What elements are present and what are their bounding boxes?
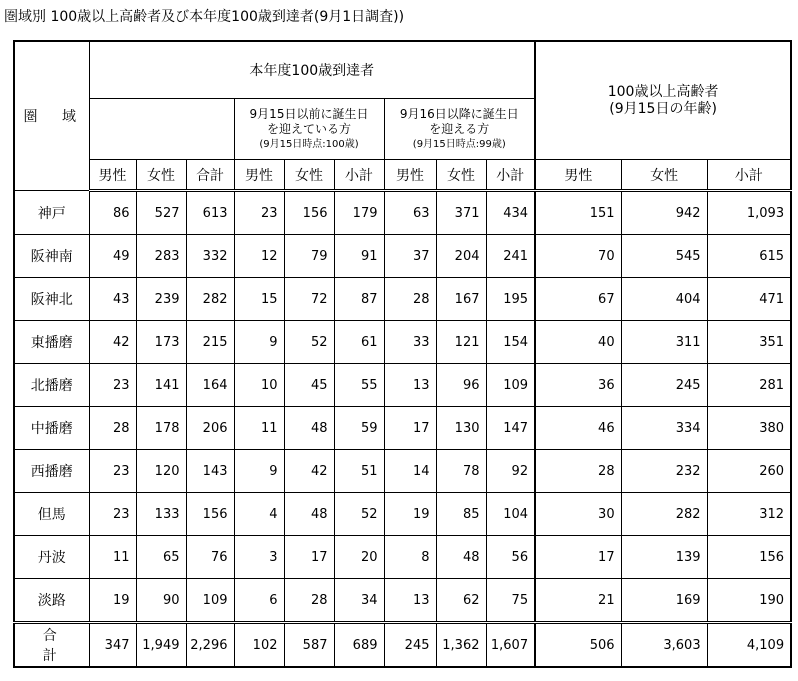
table-cell: 215 [186, 321, 234, 364]
table-cell: 28 [384, 278, 436, 321]
table-row [14, 536, 791, 579]
total-row [14, 623, 791, 668]
table-cell: 63 [384, 191, 436, 235]
table-cell: 6 [234, 579, 284, 623]
table-cell: 3 [234, 536, 284, 579]
table-cell: 334 [621, 407, 707, 450]
col-header: 男性 [535, 160, 621, 191]
table-cell: 173 [136, 321, 186, 364]
total-cell: 1,362 [436, 623, 486, 668]
table-cell: 78 [436, 450, 486, 493]
total-cell: 3,603 [621, 623, 707, 668]
table-cell: 1,093 [707, 191, 791, 235]
table-cell: 15 [234, 278, 284, 321]
table-cell: 282 [621, 493, 707, 536]
table-cell: 151 [535, 191, 621, 235]
table-cell: 282 [186, 278, 234, 321]
total-cell: 1,607 [486, 623, 535, 668]
total-cell: 347 [89, 623, 136, 668]
reach-group-header: 本年度100歳到達者 [89, 41, 535, 99]
table-cell: 96 [436, 364, 486, 407]
table-cell: 23 [89, 450, 136, 493]
table-cell: 37 [384, 235, 436, 278]
area-name: 阪神北 [14, 278, 89, 321]
table-cell: 190 [707, 579, 791, 623]
table-row [14, 191, 791, 235]
table-cell: 143 [186, 450, 234, 493]
table-cell: 28 [284, 579, 334, 623]
col-header: 合計 [186, 160, 234, 191]
table-cell: 21 [535, 579, 621, 623]
area-name: 東播磨 [14, 321, 89, 364]
table-row [14, 321, 791, 364]
table-cell: 61 [334, 321, 384, 364]
table-cell: 120 [136, 450, 186, 493]
table-cell: 11 [234, 407, 284, 450]
table-cell: 527 [136, 191, 186, 235]
page-title: 圏域別 100歳以上高齢者及び本年度100歳到達者(9月1日調査)) [4, 9, 405, 25]
table-row [14, 278, 791, 321]
table-cell: 62 [436, 579, 486, 623]
table-cell: 130 [436, 407, 486, 450]
after-birthday-header [384, 99, 535, 160]
col-header: 男性 [89, 160, 136, 191]
blank-header-cell [89, 99, 234, 160]
before-header-line1: 9月15日以前に誕生日 [249, 106, 369, 121]
table-cell: 311 [621, 321, 707, 364]
table-cell: 72 [284, 278, 334, 321]
table-cell: 17 [384, 407, 436, 450]
table-cell: 28 [535, 450, 621, 493]
table-cell: 52 [334, 493, 384, 536]
total-cell: 1,949 [136, 623, 186, 668]
table-cell: 109 [486, 364, 535, 407]
table-cell: 351 [707, 321, 791, 364]
elderly-table [13, 40, 792, 668]
area-name: 北播磨 [14, 364, 89, 407]
table-cell: 59 [334, 407, 384, 450]
table-cell: 51 [334, 450, 384, 493]
table-cell: 545 [621, 235, 707, 278]
table-cell: 85 [436, 493, 486, 536]
elderly-group-header [535, 41, 791, 160]
table-cell: 19 [89, 579, 136, 623]
after-header-line2: を迎える方 [429, 121, 490, 136]
after-header-line3: (9月15日時点:99歳) [412, 138, 506, 150]
table-cell: 471 [707, 278, 791, 321]
table-cell: 11 [89, 536, 136, 579]
area-name: 丹波 [14, 536, 89, 579]
col-header: 女性 [284, 160, 334, 191]
table-cell: 17 [535, 536, 621, 579]
table-cell: 91 [334, 235, 384, 278]
table-cell: 33 [384, 321, 436, 364]
table-cell: 8 [384, 536, 436, 579]
table-cell: 17 [284, 536, 334, 579]
table-cell: 239 [136, 278, 186, 321]
table-cell: 40 [535, 321, 621, 364]
table-cell: 23 [89, 493, 136, 536]
table-cell: 9 [234, 450, 284, 493]
table-cell: 104 [486, 493, 535, 536]
table-row [14, 235, 791, 278]
total-cell: 587 [284, 623, 334, 668]
table-cell: 232 [621, 450, 707, 493]
table-cell: 23 [89, 364, 136, 407]
table-cell: 133 [136, 493, 186, 536]
col-header: 女性 [621, 160, 707, 191]
col-header: 女性 [136, 160, 186, 191]
col-header: 小計 [707, 160, 791, 191]
table-cell: 55 [334, 364, 384, 407]
table-cell: 139 [621, 536, 707, 579]
table-cell: 34 [334, 579, 384, 623]
col-header: 男性 [384, 160, 436, 191]
table-cell: 109 [186, 579, 234, 623]
table-cell: 156 [707, 536, 791, 579]
elderly-header-line2: (9月15日の年齢) [609, 100, 717, 117]
table-cell: 90 [136, 579, 186, 623]
table-cell: 23 [234, 191, 284, 235]
table-cell: 12 [234, 235, 284, 278]
table-cell: 312 [707, 493, 791, 536]
table-row [14, 493, 791, 536]
table-cell: 281 [707, 364, 791, 407]
total-label: 合 計 [14, 623, 89, 668]
table-cell: 14 [384, 450, 436, 493]
table-cell: 10 [234, 364, 284, 407]
table-cell: 283 [136, 235, 186, 278]
after-header-line1: 9月16日以降に誕生日 [399, 106, 519, 121]
table-cell: 42 [284, 450, 334, 493]
table-cell: 70 [535, 235, 621, 278]
total-cell: 506 [535, 623, 621, 668]
table-cell: 167 [436, 278, 486, 321]
table-cell: 4 [234, 493, 284, 536]
table-cell: 86 [89, 191, 136, 235]
table-cell: 942 [621, 191, 707, 235]
table-cell: 42 [89, 321, 136, 364]
table-cell: 36 [535, 364, 621, 407]
table-cell: 371 [436, 191, 486, 235]
table-cell: 332 [186, 235, 234, 278]
table-cell: 13 [384, 579, 436, 623]
table-cell: 121 [436, 321, 486, 364]
table-cell: 206 [186, 407, 234, 450]
area-name: 中播磨 [14, 407, 89, 450]
table-cell: 52 [284, 321, 334, 364]
table-cell: 179 [334, 191, 384, 235]
table-cell: 79 [284, 235, 334, 278]
table-cell: 613 [186, 191, 234, 235]
table-cell: 48 [284, 493, 334, 536]
table-cell: 260 [707, 450, 791, 493]
col-header: 女性 [436, 160, 486, 191]
area-name: 但馬 [14, 493, 89, 536]
total-cell: 689 [334, 623, 384, 668]
before-birthday-header [234, 99, 384, 160]
table-row [14, 450, 791, 493]
total-cell: 4,109 [707, 623, 791, 668]
before-header-line2: を迎えている方 [266, 121, 351, 136]
table-cell: 615 [707, 235, 791, 278]
table-cell: 48 [436, 536, 486, 579]
total-cell: 245 [384, 623, 436, 668]
table-cell: 178 [136, 407, 186, 450]
table-row [14, 364, 791, 407]
before-header-line3: (9月15日時点:100歳) [259, 138, 359, 150]
table-cell: 75 [486, 579, 535, 623]
col-header: 小計 [486, 160, 535, 191]
table-cell: 141 [136, 364, 186, 407]
table-row [14, 579, 791, 623]
table-cell: 195 [486, 278, 535, 321]
table-cell: 204 [436, 235, 486, 278]
table-cell: 45 [284, 364, 334, 407]
area-header: 圏 域 [14, 41, 89, 191]
table-cell: 245 [621, 364, 707, 407]
area-name: 淡路 [14, 579, 89, 623]
table-cell: 48 [284, 407, 334, 450]
table-cell: 19 [384, 493, 436, 536]
table-cell: 49 [89, 235, 136, 278]
area-name: 阪神南 [14, 235, 89, 278]
table-cell: 169 [621, 579, 707, 623]
table-cell: 92 [486, 450, 535, 493]
table-cell: 434 [486, 191, 535, 235]
table-cell: 241 [486, 235, 535, 278]
table-cell: 67 [535, 278, 621, 321]
table-cell: 9 [234, 321, 284, 364]
table-cell: 30 [535, 493, 621, 536]
table-cell: 76 [186, 536, 234, 579]
table-cell: 156 [284, 191, 334, 235]
table-cell: 154 [486, 321, 535, 364]
total-cell: 2,296 [186, 623, 234, 668]
table-cell: 147 [486, 407, 535, 450]
table-cell: 156 [186, 493, 234, 536]
table-cell: 56 [486, 536, 535, 579]
table-row [14, 407, 791, 450]
area-name: 西播磨 [14, 450, 89, 493]
table-cell: 380 [707, 407, 791, 450]
table-cell: 164 [186, 364, 234, 407]
table-cell: 13 [384, 364, 436, 407]
table-cell: 65 [136, 536, 186, 579]
table-cell: 46 [535, 407, 621, 450]
elderly-header-line1: 100歳以上高齢者 [607, 83, 719, 100]
table-cell: 20 [334, 536, 384, 579]
table-cell: 87 [334, 278, 384, 321]
table-cell: 43 [89, 278, 136, 321]
col-header: 小計 [334, 160, 384, 191]
table-cell: 28 [89, 407, 136, 450]
table-cell: 404 [621, 278, 707, 321]
area-name: 神戸 [14, 191, 89, 235]
col-header: 男性 [234, 160, 284, 191]
total-cell: 102 [234, 623, 284, 668]
